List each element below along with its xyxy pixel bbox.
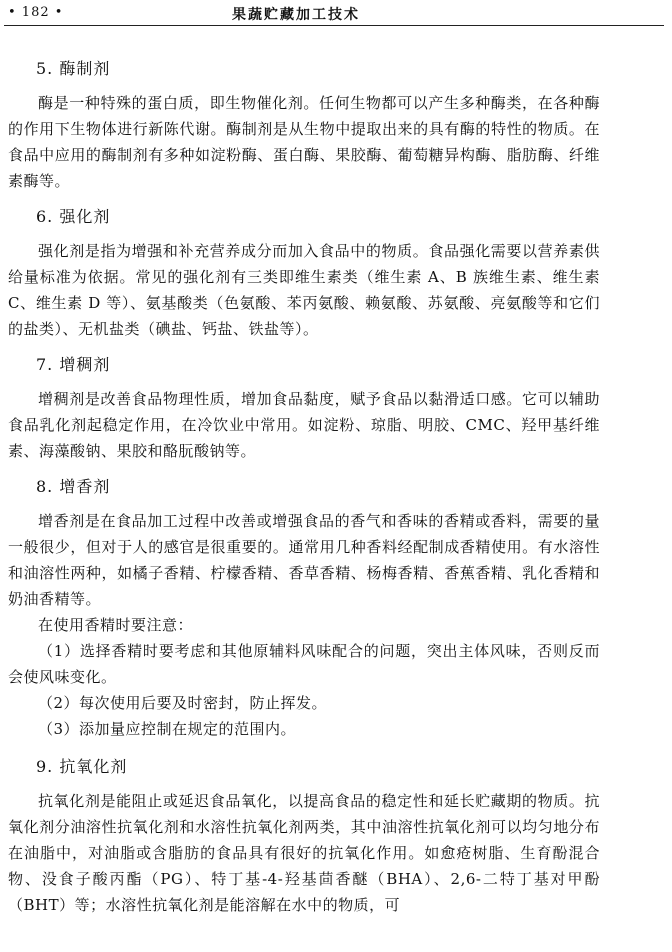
section-heading-antioxidants: 9. 抗氧化剂 — [36, 757, 128, 776]
list-item-flavoring-3: （3）添加量应控制在规定的范围内。 — [38, 720, 297, 738]
paragraph-flavoring-note: 在使用香精时要注意： — [38, 616, 194, 634]
page-number: • 182 • — [8, 5, 64, 20]
header-rule — [4, 25, 664, 26]
section-heading-enzymes: 5. 酶制剂 — [36, 59, 111, 78]
paragraph-thickeners: 增稠剂是改善食品物理性质，增加食品黏度，赋予食品以黏滑适口感。它可以辅助食品乳化剂起稳定作用，在冷饮业中常用。如淀粉、琼脂、明胶、CMC、羟甲基纤维素、海藻酸钠、果胶和酪朊酸钠等。 — [8, 390, 600, 460]
page-header — [0, 0, 672, 28]
section-heading-thickeners: 7. 增稠剂 — [36, 355, 111, 374]
page-body — [8, 56, 600, 918]
paragraph-flavorings: 增香剂是在食品加工过程中改善或增强食品的香气和香味的香精或香料，需要的量一般很少，但对于人的感官是很重要的。通常用几种香料经配制成香精使用。有水溶性和油溶性两种，如橘子香精、柠檬香精、香草香精、杨梅香精、香蕉香精、乳化香精和奶油香精等。 — [8, 512, 600, 608]
paragraph-fortifiers: 强化剂是指为增强和补充营养成分而加入食品中的物质。食品强化需要以营养素供给量标准为依据。常见的强化剂有三类即维生素类（维生素 A、B 族维生素、维生素 C、维生素 D 等）、氨基酸类（色氨酸、苯丙氨酸、赖氨酸、苏氨酸、亮氨酸等和它们的盐类）、无机盐类（碘盐、钙盐、铁盐等）。 — [8, 242, 600, 338]
section-heading-fortifiers: 6. 强化剂 — [36, 207, 111, 226]
section-heading-flavorings: 8. 增香剂 — [36, 477, 111, 496]
paragraph-antioxidants: 抗氧化剂是能阻止或延迟食品氧化，以提高食品的稳定性和延长贮藏期的物质。抗氧化剂分油溶性抗氧化剂和水溶性抗氧化剂两类，其中油溶性抗氧化剂可以均匀地分布在油脂中，对油脂或含脂肪的食品具有很好的抗氧化作用。如愈疮树脂、生育酚混合物、没食子酸丙酯（PG）、特丁基-4-羟基茴香醚（BHA）、2,6-二特丁基对甲酚（BHT）等；水溶性抗氧化剂是能溶解在水中的物质，可 — [8, 792, 600, 914]
list-item-flavoring-2: （2）每次使用后要及时密封，防止挥发。 — [38, 694, 328, 712]
list-item-flavoring-1: （1）选择香精时要考虑和其他原辅料风味配合的问题，突出主体风味，否则反而会使风味变化。 — [8, 642, 600, 686]
paragraph-enzymes: 酶是一种特殊的蛋白质，即生物催化剂。任何生物都可以产生多种酶类，在各种酶的作用下生物体进行新陈代谢。酶制剂是从生物中提取出来的具有酶的特性的物质。在食品中应用的酶制剂有多种如淀粉酶、蛋白酶、果胶酶、葡萄糖异构酶、脂肪酶、纤维素酶等。 — [8, 94, 600, 190]
running-title: 果蔬贮藏加工技术 — [232, 7, 360, 23]
